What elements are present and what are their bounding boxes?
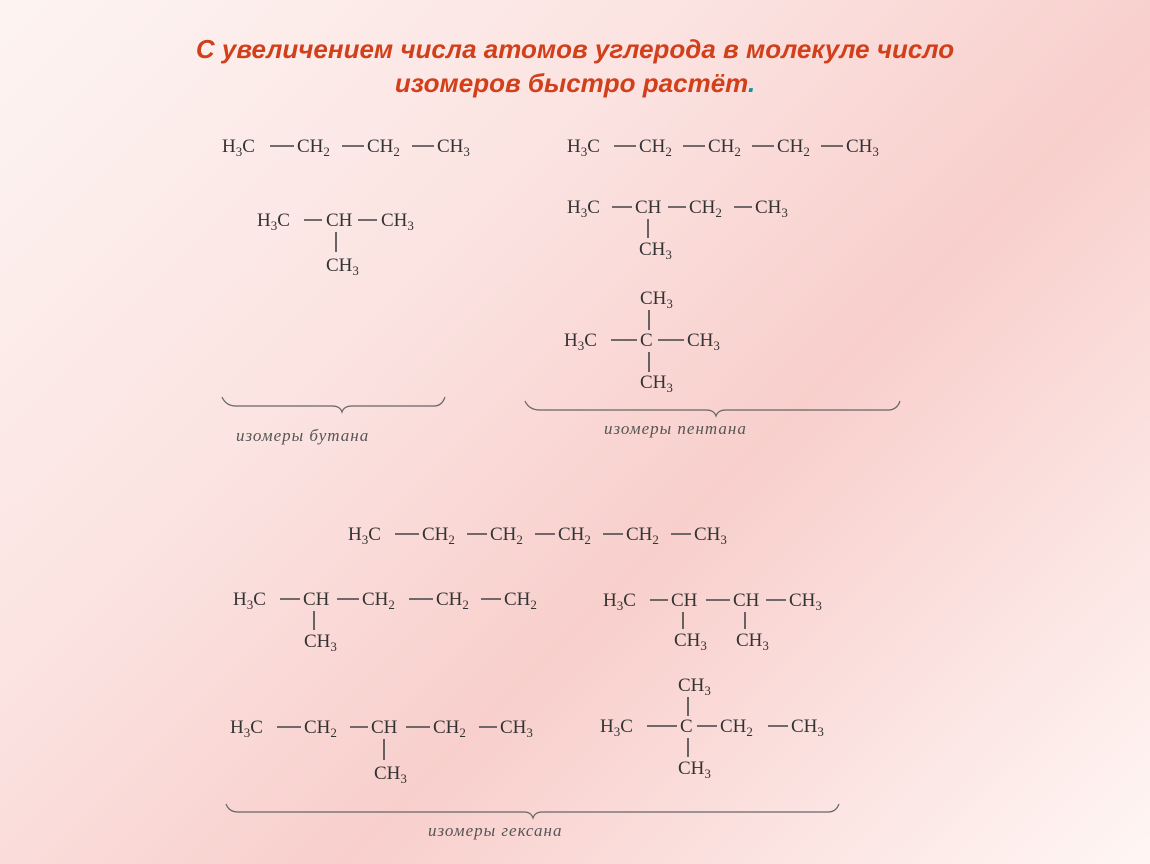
svg-text:H3C: $H_3C$ xyxy=(222,136,255,159)
pentane-neo-structure xyxy=(564,288,720,395)
svg-text:CH: CH xyxy=(326,210,353,231)
svg-text:H3C: $H_3C$ xyxy=(567,197,600,220)
butane-brace xyxy=(222,397,445,412)
svg-text:CH3: $CH_3$ xyxy=(381,210,414,233)
pentane-brace xyxy=(525,401,900,416)
svg-text:CH3: $CH_3$ xyxy=(326,255,359,278)
pentane-n-structure xyxy=(567,136,879,159)
hexane-2-3-dimethylbutane-structure xyxy=(603,590,822,653)
svg-text:CH3: $CH_3$ xyxy=(791,716,824,739)
svg-text:CH3: $CH_3$ xyxy=(846,136,879,159)
hexane-3-methylpentane-structure xyxy=(230,717,533,786)
svg-text:CH3: $CH_3$ xyxy=(755,197,788,220)
svg-text:CH3: $CH_3$ xyxy=(437,136,470,159)
svg-text:CH: CH xyxy=(671,590,698,611)
svg-text:CH2: $CH_2$ xyxy=(436,589,469,612)
svg-text:CH: CH xyxy=(635,197,662,218)
butane-n-structure xyxy=(222,136,470,159)
hexane-brace xyxy=(226,804,839,818)
svg-text:CH: CH xyxy=(733,590,760,611)
butane-caption: изомеры бутана xyxy=(236,426,370,445)
svg-text:CH3: $CH_3$ xyxy=(304,631,337,654)
svg-text:CH3: $CH_3$ xyxy=(500,717,533,740)
title-line-2-text: изомеров быстро растёт xyxy=(394,68,748,98)
svg-text:CH2: $CH_2$ xyxy=(504,589,537,612)
svg-text:CH: CH xyxy=(303,589,330,610)
svg-text:CH2: $CH_2$ xyxy=(362,589,395,612)
svg-text:CH2: $CH_2$ xyxy=(304,717,337,740)
pentane-iso-structure xyxy=(567,197,788,262)
hexane-2-2-dimethylbutane-structure xyxy=(600,675,824,781)
svg-text:CH3: $CH_3$ xyxy=(687,330,720,353)
hexane-n-structure xyxy=(348,524,727,547)
svg-text:H3C: $H_3C$ xyxy=(603,590,636,613)
svg-text:CH3: $CH_3$ xyxy=(640,372,673,395)
svg-text:CH2: $CH_2$ xyxy=(720,716,753,739)
svg-text:CH3: $CH_3$ xyxy=(674,630,707,653)
title-line-1: С увеличением числа атомов углерода в молекуле число xyxy=(195,34,955,64)
svg-text:CH2: $CH_2$ xyxy=(626,524,659,547)
pentane-caption: изомеры пентана xyxy=(604,419,747,438)
svg-text:H3C: $H_3C$ xyxy=(230,717,263,740)
svg-text:CH3: $CH_3$ xyxy=(678,675,711,698)
svg-text:H3C: $H_3C$ xyxy=(233,589,266,612)
svg-text:CH3: $CH_3$ xyxy=(694,524,727,547)
hexane-2-methylpentane-structure xyxy=(233,589,537,654)
svg-text:CH2: $CH_2$ xyxy=(708,136,741,159)
svg-text:H3C: $H_3C$ xyxy=(564,330,597,353)
svg-text:C: C xyxy=(680,716,693,737)
svg-text:H3C: $H_3C$ xyxy=(348,524,381,547)
svg-text:CH2: $CH_2$ xyxy=(367,136,400,159)
svg-text:C: C xyxy=(640,330,653,351)
svg-text:CH2: $CH_2$ xyxy=(558,524,591,547)
svg-text:CH3: $CH_3$ xyxy=(374,763,407,786)
svg-text:CH3: $CH_3$ xyxy=(640,288,673,311)
title-dot: . xyxy=(747,68,756,98)
svg-text:CH3: $CH_3$ xyxy=(789,590,822,613)
svg-text:CH2: $CH_2$ xyxy=(639,136,672,159)
svg-text:H3C: $H_3C$ xyxy=(257,210,290,233)
svg-text:H3C: $H_3C$ xyxy=(600,716,633,739)
svg-text:CH2: $CH_2$ xyxy=(689,197,722,220)
svg-text:CH2: $CH_2$ xyxy=(777,136,810,159)
svg-text:CH2: $CH_2$ xyxy=(422,524,455,547)
svg-text:CH: CH xyxy=(371,717,398,738)
svg-text:CH3: $CH_3$ xyxy=(639,239,672,262)
svg-text:CH3: $CH_3$ xyxy=(678,758,711,781)
svg-text:CH3: $CH_3$ xyxy=(736,630,769,653)
svg-text:H3C: $H_3C$ xyxy=(567,136,600,159)
svg-text:CH2: $CH_2$ xyxy=(297,136,330,159)
svg-text:CH2: $CH_2$ xyxy=(490,524,523,547)
svg-text:CH2: $CH_2$ xyxy=(433,717,466,740)
butane-iso-structure xyxy=(257,210,414,278)
hexane-caption: изомеры гексана xyxy=(428,821,563,840)
